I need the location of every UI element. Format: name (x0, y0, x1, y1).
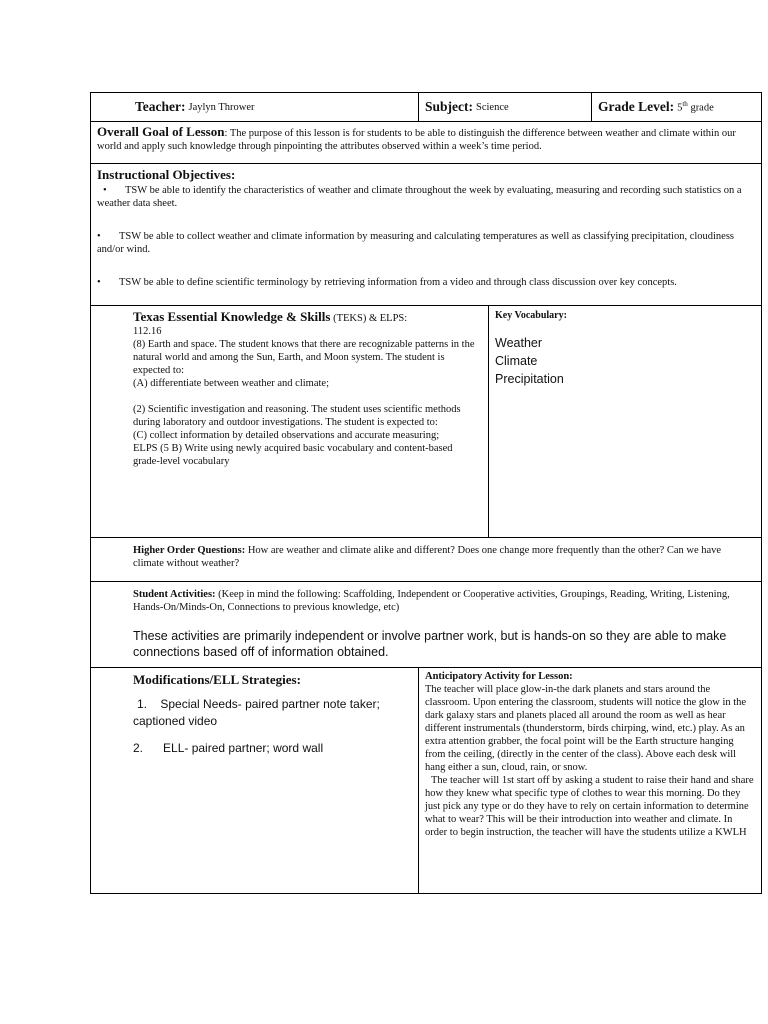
anticipatory-cell (418, 668, 761, 893)
vocabulary-list (495, 334, 755, 388)
overall-goal-label: Overall Goal of Lesson (97, 124, 225, 139)
vocabulary-item: Weather (495, 336, 543, 350)
objective-text-2: TSW be able to collect weather and climate information by measuring and calculating temperatures as well as classifying precipitation, cloudiness and/or wind. (97, 231, 735, 255)
subject-cell (418, 93, 591, 121)
modification-item (133, 740, 410, 757)
bullet-icon: • (97, 231, 101, 242)
vocabulary-item: Climate (495, 354, 538, 368)
vocabulary-heading: Key Vocabulary: (495, 310, 567, 321)
modifications-heading: Modifications/ELL Strategies: (133, 672, 301, 687)
overall-goal-row (90, 122, 762, 164)
modification-text: Special Needs- paired partner note taker; captioned video (133, 697, 380, 728)
higher-order-label: Higher Order Questions: (133, 545, 246, 556)
teks-line: (2) Scientific investigation and reasoning. The student uses scientific methods during laboratory and outdoor investigations. The student is expected to: (133, 404, 461, 428)
teacher-label: Teacher: (135, 99, 186, 114)
anticipatory-paragraph-2: The teacher will 1st start off by asking a student to raise their hand and share how they knew what specific type of clothes to wear this morning. Do they just pick any type or do they have to rely on certain information to determine what to wear? This will be their introduction into weather and climate. In order to begin instruction, the teacher will have the students utilize a KWLH (425, 775, 754, 838)
student-activities-note: (Keep in mind the following: Scaffolding, Independent or Cooperative activities, Groupings, Reading, Writing, Listening, Hands-On/Minds-On, Connections to previous knowledge, etc) (133, 589, 730, 613)
bullet-icon: • (103, 185, 107, 196)
modification-text: ELL- paired partner; word wall (163, 741, 324, 755)
teks-line: (C) collect information by detailed observations and accurate measuring; (133, 430, 440, 441)
teks-line: 112.16 (133, 326, 162, 337)
teks-blank-line (133, 390, 480, 403)
objective-item (97, 230, 755, 256)
grade-label: Grade Level: (598, 99, 675, 114)
vocabulary-cell (488, 306, 761, 537)
teks-suffix: (TEKS) & ELPS: (330, 313, 408, 324)
teacher-cell (91, 93, 418, 121)
student-activities-body: These activities are primarily independent or involve partner work, but is hands-on so they are able to make connections based off of information obtained. (133, 629, 727, 659)
modifications-row (90, 668, 762, 894)
teacher-name: Jaylyn Thrower (188, 101, 255, 113)
anticipatory-heading: Anticipatory Activity for Lesson: (425, 671, 573, 682)
higher-order-text: How are weather and climate alike and different? Does one change more frequently than the other? Can we have climate without weather? (133, 545, 722, 569)
student-activities-row (90, 582, 762, 668)
grade-suffix: th (682, 100, 688, 109)
overall-goal-text: : The purpose of this lesson is for students to be able to distinguish the difference between weather and climate within our world and apply such knowledge through pinpointing the attributes observed within a week’s time period. (97, 128, 736, 152)
modification-number: 1. (137, 697, 148, 711)
grade-word: grade (690, 102, 714, 114)
objective-text-3: TSW be able to define scientific terminology by retrieving information from a video and through class discussion over key concepts. (119, 277, 677, 288)
objectives-row (90, 164, 762, 306)
grade-number: 5 (677, 102, 683, 114)
anticipatory-paragraph-1: The teacher will place glow-in-the dark planets and stars around the classroom. Upon entering the classroom, students will notice the glow in the dark galaxy stars and planets placed all around the room as well as hear different instrumentals (thunderstorm, birds chirping, wind, etc.) play. As an extra attention grabber, the focal point will be the Earth structure hanging from the ceiling, (directly in the center of the class). Above each desk will hang either a sun, cloud, rain, or snow. (425, 684, 747, 773)
grade-value (677, 100, 714, 114)
modification-number: 2. (133, 741, 144, 755)
grade-cell (591, 93, 761, 121)
teks-cell (91, 306, 488, 537)
subject-label: Subject: (425, 99, 473, 114)
subject-value: Science (476, 101, 509, 113)
modifications-cell (91, 668, 418, 893)
objective-text-1: TSW be able to identify the characteristics of weather and climate throughout the week by evaluating, measuring and recording such statistics on a weather data sheet. (97, 185, 742, 209)
objective-item (97, 184, 755, 210)
header-row (90, 92, 762, 122)
teks-line: (A) differentiate between weather and climate; (133, 378, 329, 389)
vocabulary-item: Precipitation (495, 372, 564, 386)
objective-item (97, 276, 755, 289)
lesson-plan-table (90, 92, 762, 894)
teks-vocab-row (90, 306, 762, 538)
objectives-heading: Instructional Objectives: (97, 167, 236, 182)
modification-item (133, 696, 410, 730)
higher-order-row (90, 538, 762, 582)
teks-line: (8) Earth and space. The student knows that there are recognizable patterns in the natural world and among the Sun, Earth, and Moon system. The student is expected to: (133, 339, 475, 376)
bullet-icon: • (97, 277, 101, 288)
student-activities-label: Student Activities: (133, 589, 216, 600)
teks-label: Texas Essential Knowledge & Skills (133, 309, 331, 324)
teks-line: ELPS (5 B) Write using newly acquired basic vocabulary and content-based grade-level vocabulary (133, 443, 453, 467)
